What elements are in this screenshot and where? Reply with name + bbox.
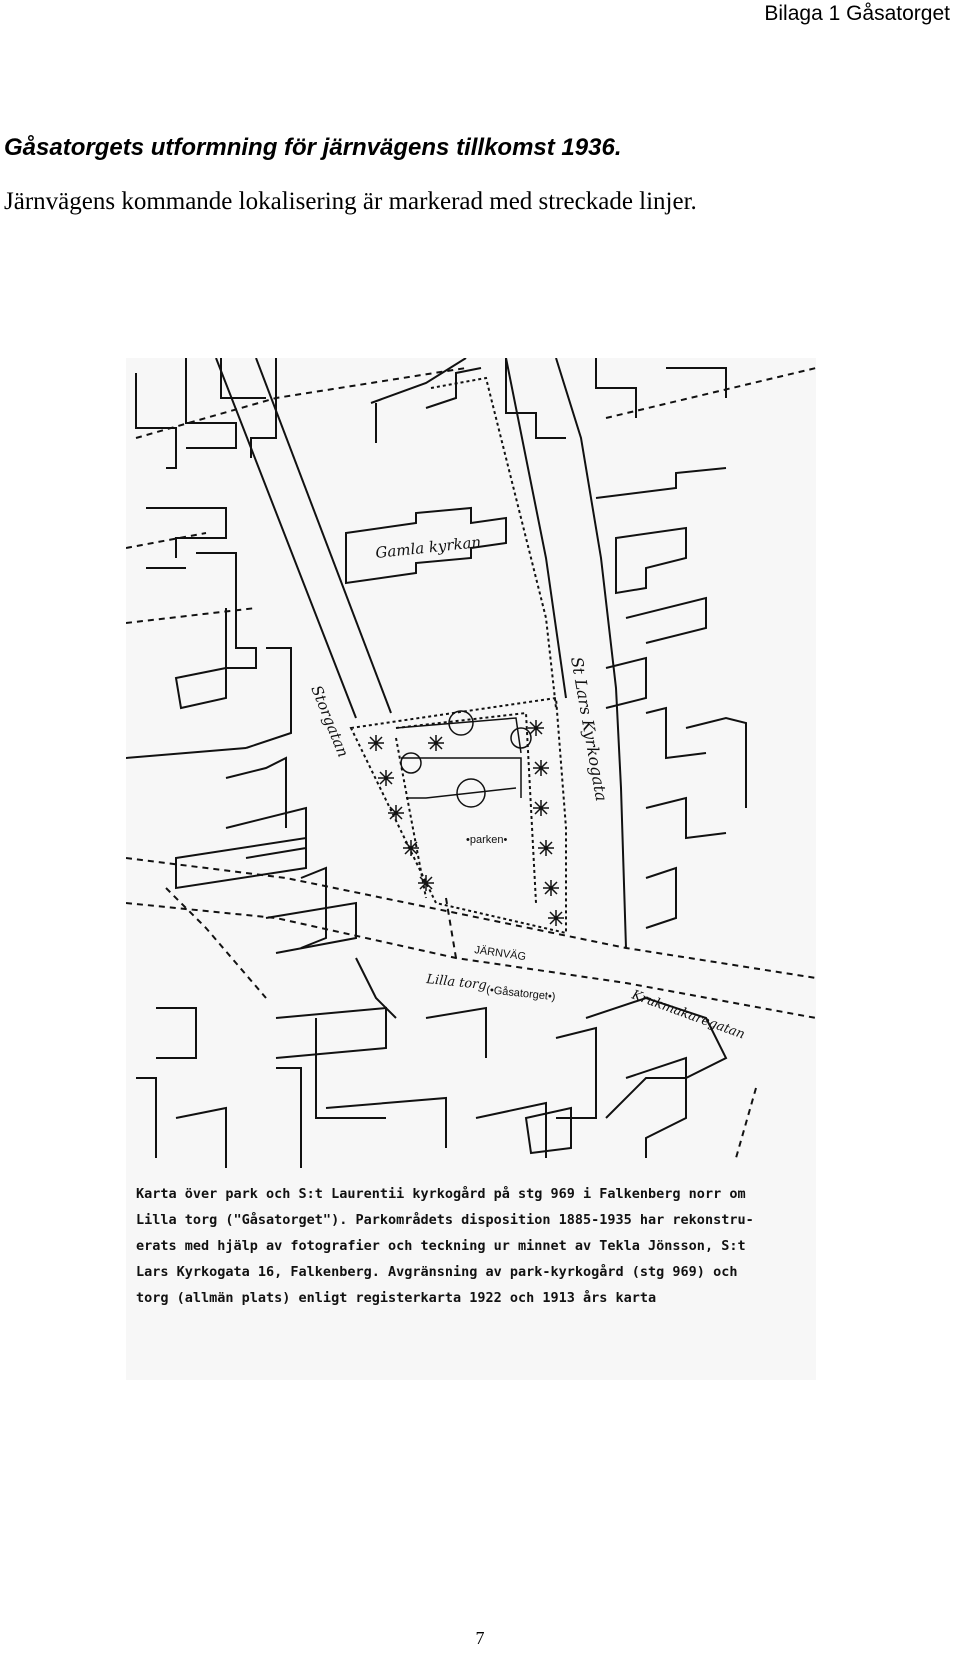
document-title: Gåsatorgets utformning för järnvägens tillkomst 1936. [4, 134, 622, 161]
page-number: 7 [475, 1628, 485, 1648]
caption-line-2: Lilla torg ("Gåsatorget"). Parkområdets disposition 1885-1935 har rekonstru- [136, 1212, 754, 1228]
map-caption [136, 1185, 754, 1306]
historical-map-figure [126, 358, 816, 1380]
caption-line-1: Karta över park och S:t Laurentii kyrkogård på stg 969 i Falkenberg norr om [136, 1186, 746, 1202]
label-krukmakaregatan: Krukmakaregatan [629, 987, 747, 1043]
park-boundary [351, 378, 566, 933]
caption-line-4: Lars Kyrkogata 16, Falkenberg. Avgränsning av park-kyrkogård (stg 969) och [136, 1264, 738, 1280]
label-st-lars-kyrkogata: St Lars Kyrkogata [567, 655, 612, 803]
caption-line-5: torg (allmän plats) enligt registerkarta 1922 och 1913 års karta [136, 1290, 657, 1306]
caption-line-3: erats med hjälp av fotografier och teckning ur minnet av Tekla Jönsson, S:t [136, 1238, 746, 1254]
label-gasatorget: (•Gåsatorget•) [485, 984, 557, 1004]
document-subtitle: Järnvägens kommande lokalisering är markerad med streckade linjer. [4, 188, 697, 215]
label-lilla-torg: Lilla torg [425, 972, 488, 994]
label-storgatan: Storgatan [307, 682, 353, 760]
appendix-header: Bilaga 1 Gåsatorget [764, 2, 950, 25]
map-buildings [136, 358, 746, 1168]
label-railway: JÄRNVÄG [473, 944, 527, 964]
label-old-church: Gamla kyrkan [374, 532, 482, 562]
railway-lines [126, 368, 816, 1158]
map-streets [126, 358, 626, 1018]
label-park: •parken• [466, 834, 508, 846]
